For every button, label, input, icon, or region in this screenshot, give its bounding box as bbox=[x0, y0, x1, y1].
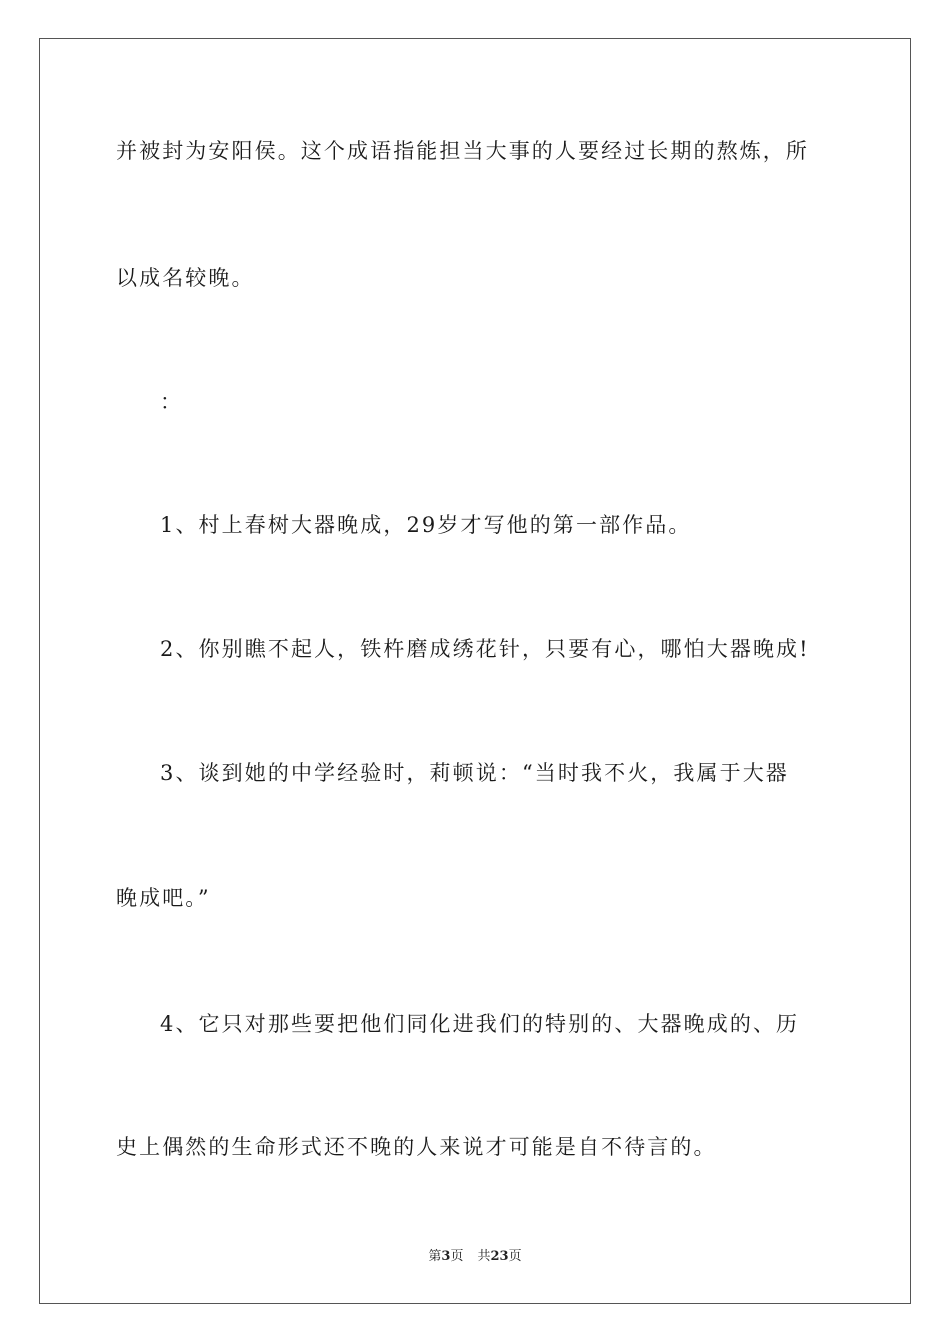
page-prefix: 第 bbox=[428, 1249, 442, 1264]
page-footer bbox=[0, 1248, 950, 1266]
total-pages: 23 bbox=[490, 1249, 509, 1264]
list-item-3: 3、谈到她的中学经验时，莉顿说：“当时我不火，我属于大器 bbox=[160, 761, 789, 785]
text-line-2: 以成名较晚。 bbox=[116, 266, 255, 290]
total-prefix: 共 bbox=[477, 1249, 491, 1264]
text-line-3: ： bbox=[160, 390, 184, 414]
list-item-4: 4、它只对那些要把他们同化进我们的特别的、大器晚成的、历 bbox=[160, 1012, 800, 1036]
page-border bbox=[39, 38, 911, 1304]
list-item-3-continuation: 晚成吧。” bbox=[116, 886, 211, 910]
list-item-2: 2、你别瞧不起人，铁杵磨成绣花针，只要有心，哪怕大器晚成! bbox=[160, 637, 810, 661]
page-number: 3 bbox=[441, 1249, 451, 1264]
list-item-1: 1、村上春树大器晚成，29岁才写他的第一部作品。 bbox=[160, 513, 692, 537]
page-suffix: 页 bbox=[450, 1249, 464, 1264]
text-line-1: 并被封为安阳侯。这个成语指能担当大事的人要经过长期的熬炼，所 bbox=[116, 139, 809, 163]
total-suffix: 页 bbox=[508, 1249, 522, 1264]
list-item-4-continuation: 史上偶然的生命形式还不晚的人来说才可能是自不待言的。 bbox=[116, 1135, 717, 1159]
